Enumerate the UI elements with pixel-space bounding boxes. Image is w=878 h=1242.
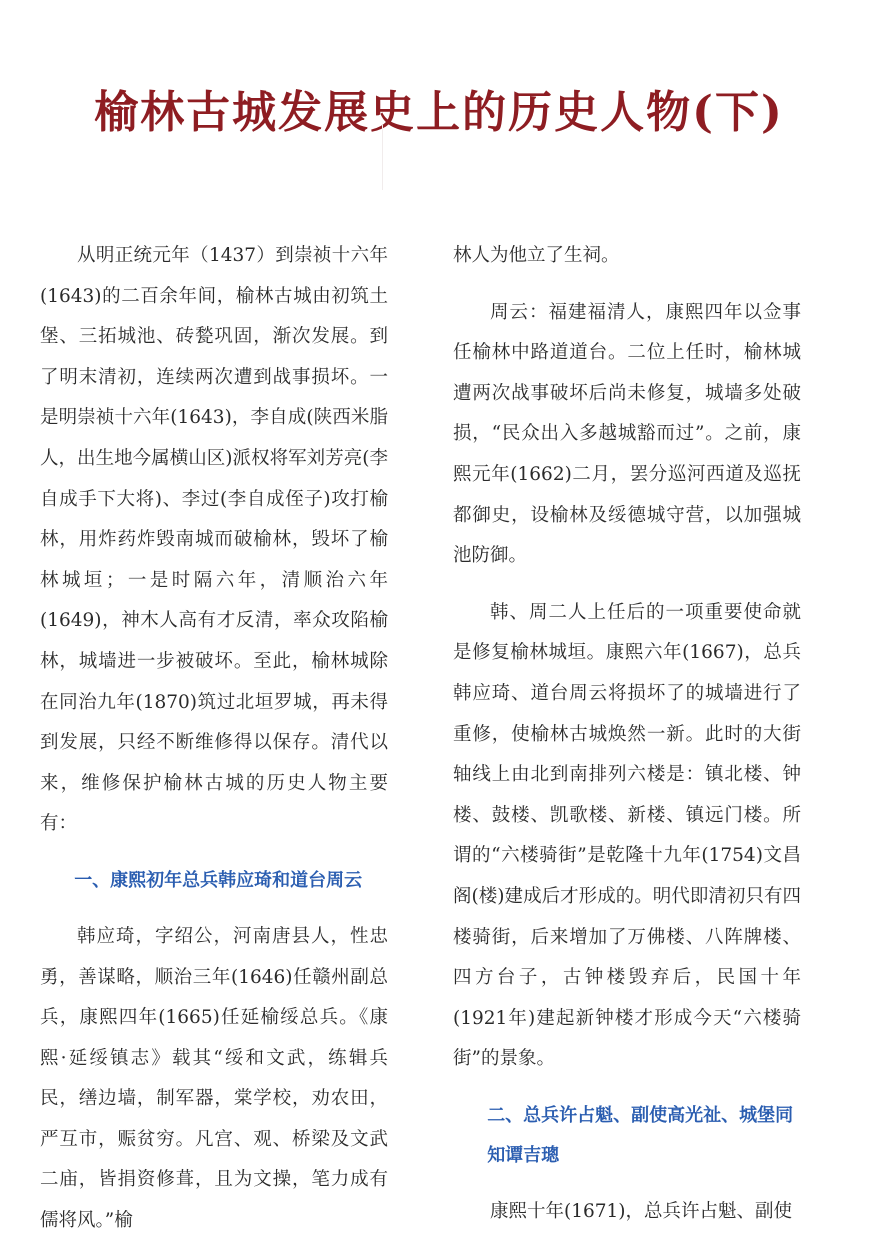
city-wall-repair-paragraph: 韩、周二人上任后的一项重要使命就是修复榆林城垣。康熙六年(1667)，总兵韩应琦、道台周云将损坏了的城墙进行了重修，使榆林古城焕然一新。此时的大街轴线上由北到南排列六楼是：镇北楼、钟楼、鼓楼、凯歌楼、新楼、镇远门楼。所谓的“六楼骑街”是乾隆十九年(1754)文昌阁(楼)建成后才形成的。明代即清初只有四楼骑街，后来增加了万佛楼、八阵牌楼、四方台子，古钟楼毁弃后，民国十年(1921年)建起新钟楼才形成今天“六楼骑街”的景象。 [453,601,801,1070]
han-yingqi-paragraph: 韩应琦，字绍公，河南唐县人，性忠勇，善谋略，顺治三年(1646)任赣州副总兵，康熙四年(1665)任延榆绥总兵。《康熙·延绥镇志》载其“绥和文武，练辑兵民，缮边墙，制军器，棠学校，劝农田，严互市，赈贫穷。凡宫、观、桥梁及文武二庙，皆捐资修葺，且为文操，笔力成有儒将风。”榆 [40,925,388,1232]
continuation-paragraph: 林人为他立了生祠。 [453,245,620,266]
section-heading-1: 一、康熙初年总兵韩应琦和道台周云 [74,869,363,891]
intro-paragraph: 从明正统元年（1437）到崇祯十六年(1643)的二百余年间，榆林古城由初筑土堡、三拓城池、砖甃巩固，渐次发展。到了明末清初，连续两次遭到战事损坏。一是明崇祯十六年(1643)，李自成(陕西米脂人，出生地今属横山区)派权将军刘芳亮(李自成手下大将)、李过(李自成侄子)攻打榆林，用炸药炸毁南城而破榆林，毁坏了榆林城垣；一是时隔六年，清顺治六年(1649)，神木人高有才反清，率众攻陷榆林，城墙进一步被破坏。至此，榆林城除在同治九年(1870)筑过北垣罗城，再未得到发展，只经不断维修得以保存。清代以来，维修保护榆林古城的历史人物主要有： [40,245,388,835]
right-column [453,236,801,1232]
zhou-yun-paragraph: 周云：福建福清人，康熙四年以佥事任榆林中路道道台。二位上任时，榆林城遭两次战事破坏后尚未修复，城墙多处破损，“民众出入多越城豁而过”。之前，康熙元年(1662)二月，罢分巡河西道及巡抚都御史，设榆林及绥德城守营，以加强城池防御。 [453,301,801,567]
left-column [40,236,388,1242]
section-heading-2: 二、总兵许占魁、副使高光祉、城堡同知谭吉璁 [487,1104,794,1166]
faint-divider [382,125,383,190]
article-title: 榆林古城发展史上的历史人物(下) [94,87,784,139]
xu-zhankui-paragraph: 康熙十年(1671)，总兵许占魁、副使 [490,1200,793,1222]
